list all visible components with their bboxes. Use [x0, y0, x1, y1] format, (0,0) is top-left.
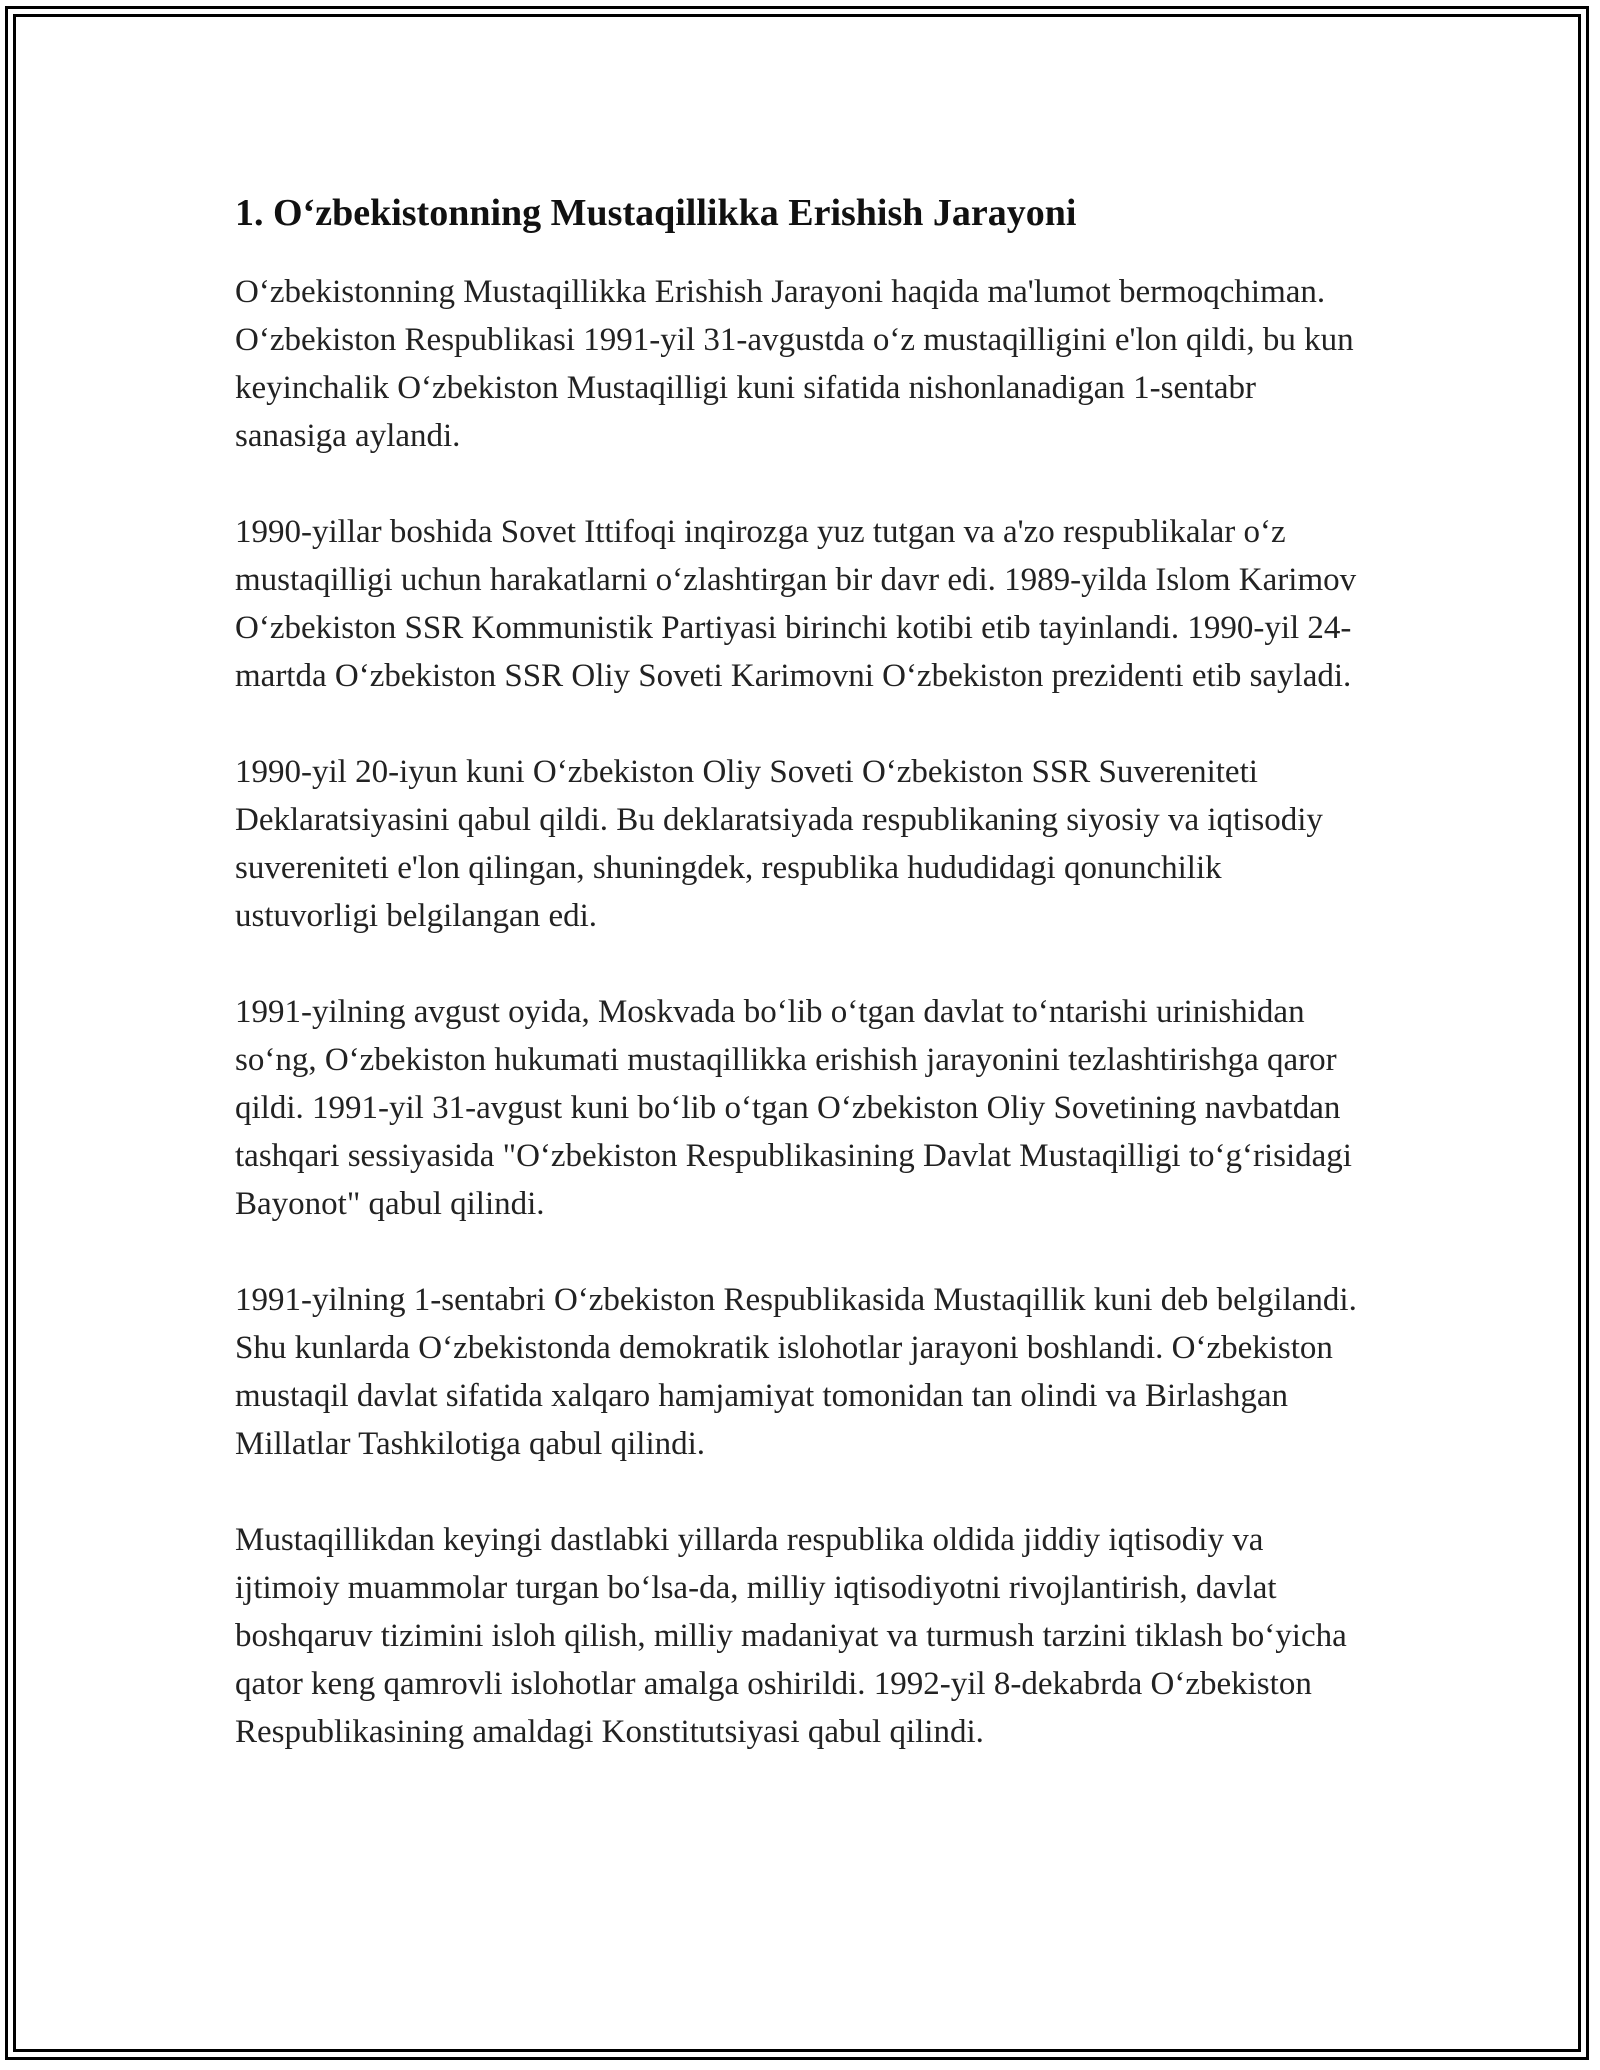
document-body [235, 188, 1365, 1804]
paragraph-4: 1991-yilning avgust oyida, Moskvada boʻlib oʻtgan davlat toʻntarishi urinishidan soʻng, Oʻzbekiston hukumati mustaqillikka erishish jarayonini tezlashtirishga qaror qildi. 1991-yil 31-avgust kuni boʻlib oʻtgan Oʻzbekiston Oliy Sovetining navbatdan tashqari sessiyasida "Oʻzbekiston Respublikasining Davlat Mustaqilligi toʻgʻrisidagi Bayonot" qabul qilindi. [235, 994, 1352, 1222]
paragraph-1: Oʻzbekistonning Mustaqillikka Erishish Jarayoni haqida ma'lumot bermoqchiman. Oʻzbekiston Respublikasi 1991-yil 31-avgustda oʻz mustaqilligini e'lon qildi, bu kun keyinchalik Oʻzbekiston Mustaqilligi kuni sifatida nishonlanadigan 1-sentabr sanasiga aylandi. [235, 274, 1354, 454]
section-heading: 1. Oʻzbekistonning Mustaqillikka Erishish Jarayoni [235, 192, 1077, 234]
paragraph-2: 1990-yillar boshida Sovet Ittifoqi inqirozga yuz tutgan va a'zo respublikalar oʻz mustaqilligi uchun harakatlarni oʻzlashtirgan bir davr edi. 1989-yilda Islom Karimov Oʻzbekiston SSR Kommunistik Partiyasi birinchi kotibi etib tayinlandi. 1990-yil 24-martda Oʻzbekiston SSR Oliy Soveti Karimovni Oʻzbekiston prezidenti etib sayladi. [235, 514, 1357, 694]
paragraph-3: 1990-yil 20-iyun kuni Oʻzbekiston Oliy Soveti Oʻzbekiston SSR Suvereniteti Deklaratsiyasini qabul qildi. Bu deklaratsiyada respublikaning siyosiy va iqtisodiy suvereniteti e'lon qilingan, shuningdek, respublika hududidagi qonunchilik ustuvorligi belgilangan edi. [235, 754, 1323, 934]
paragraph-5: 1991-yilning 1-sentabri Oʻzbekiston Respublikasida Mustaqillik kuni deb belgilandi. Shu kunlarda Oʻzbekistonda demokratik islohotlar jarayoni boshlandi. Oʻzbekiston mustaqil davlat sifatida xalqaro hamjamiyat tomonidan tan olindi va Birlashgan Millatlar Tashkilotiga qabul qilindi. [235, 1282, 1357, 1462]
paragraph-6: Mustaqillikdan keyingi dastlabki yillarda respublika oldida jiddiy iqtisodiy va ijtimoiy muammolar turgan boʻlsa-da, milliy iqtisodiyotni rivojlantirish, davlat boshqaruv tizimini isloh qilish, milliy madaniyat va turmush tarzini tiklash boʻyicha qator keng qamrovli islohotlar amalga oshirildi. 1992-yil 8-dekabrda Oʻzbekiston Respublikasining amaldagi Konstitutsiyasi qabul qilindi. [235, 1522, 1347, 1750]
